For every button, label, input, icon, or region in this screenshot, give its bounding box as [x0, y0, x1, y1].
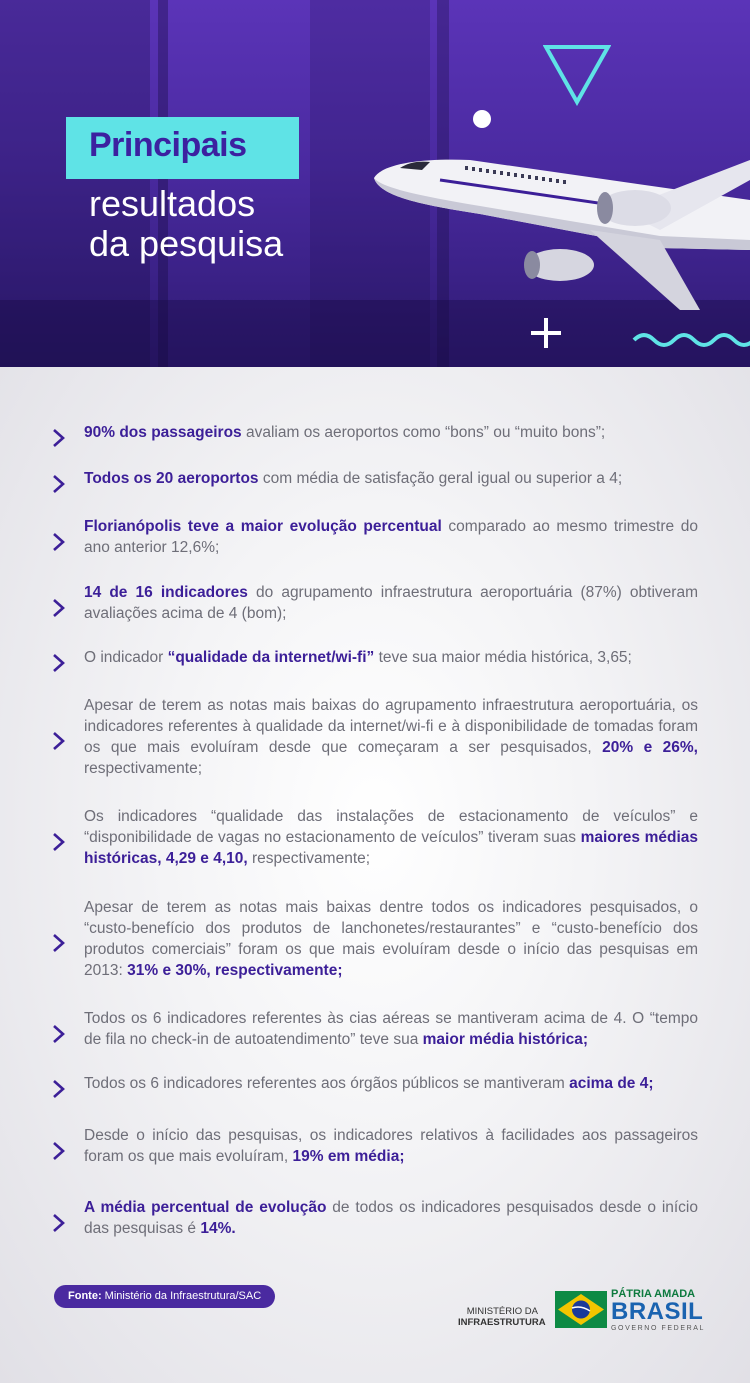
subtitle-line: da pesquisa	[89, 223, 284, 264]
list-item-text: 14 de 16 indicadores do agrupamento infraestrutura aeroportuária (87%) obtiveram avaliações acima de 4 (bom);	[84, 584, 698, 622]
source-label: Fonte:	[68, 1290, 102, 1302]
chevron-right-icon	[52, 474, 66, 494]
list-item-text: 90% dos passageiros avaliam os aeroportos como “bons” ou “muito bons”;	[84, 424, 606, 441]
ministerio-line: INFRAESTRUTURA	[458, 1317, 546, 1328]
list-item-text: Todos os 6 indicadores referentes aos órgãos públicos se mantiveram acima de 4;	[84, 1075, 654, 1092]
subtitle-line: resultados	[89, 183, 256, 224]
list-item-text: A média percentual de evolução de todos os indicadores pesquisados desde o início das pesquisas é 14%.	[84, 1199, 699, 1237]
list-item-text: Desde o início das pesquisas, os indicadores relativos à facilidades aos passageiros foram os que mais evoluíram, 19% em média;	[84, 1127, 698, 1165]
triangle-outline-icon	[543, 44, 611, 106]
chevron-right-icon	[52, 598, 66, 618]
chevron-right-icon	[52, 1079, 66, 1099]
chevron-right-icon	[52, 933, 66, 953]
brand-line: GOVERNO FEDERAL	[611, 1325, 706, 1332]
plus-icon	[529, 316, 563, 350]
source-badge	[54, 1285, 275, 1308]
chevron-right-icon	[52, 1024, 66, 1044]
list-item-text: Apesar de terem as notas mais baixas do agrupamento infraestrutura aeroportuária, os indicadores referentes à qualidade da internet/wi-fi e à disponibilidade de tomadas foram os que mais evoluíram desde que começaram a ser pesquisados, 20% e 26%, respectivamente;	[84, 697, 698, 777]
list-item-text: Florianópolis teve a maior evolução percentual comparado ao mesmo trimestre do ano anterior 12,6%;	[84, 518, 698, 556]
list-item-text: Todos os 6 indicadores referentes às cias aéreas se mantiveram acima de 4. O “tempo de fila no check-in de autoatendimento” teve sua maior média histórica;	[84, 1010, 698, 1048]
list-item-text: Todos os 20 aeroportos com média de satisfação geral igual ou superior a 4;	[84, 470, 623, 487]
patria-amada-brasil-logo	[611, 1288, 705, 1333]
page-title: Principais	[89, 126, 247, 164]
brand-line: BRASIL	[611, 1298, 704, 1325]
chevron-right-icon	[52, 653, 66, 673]
list-item-text: Os indicadores “qualidade das instalações de estacionamento de veículos” e “disponibilidade de vagas no estacionamento de veículos” tiveram suas maiores médias históricas, 4,29 e 4,10, respectivamente;	[84, 808, 698, 867]
ministerio-logo	[458, 1306, 546, 1328]
ministerio-line: MINISTÉRIO DA	[466, 1306, 538, 1317]
chevron-right-icon	[52, 1213, 66, 1233]
dot-icon	[473, 110, 491, 128]
airplane-illustration	[360, 140, 750, 315]
chevron-right-icon	[52, 832, 66, 852]
list-item-text: O indicador “qualidade da internet/wi-fi” teve sua maior média histórica, 3,65;	[84, 649, 632, 666]
source-value: Ministério da Infraestrutura/SAC	[101, 1290, 262, 1302]
brazil-flag-icon	[555, 1291, 607, 1328]
chevron-right-icon	[52, 532, 66, 552]
brand-line: PÁTRIA AMADA	[611, 1288, 696, 1300]
wave-icon	[632, 330, 750, 350]
page-subtitle	[89, 184, 283, 264]
chevron-right-icon	[52, 1141, 66, 1161]
chevron-right-icon	[52, 428, 66, 448]
list-item-text: Apesar de terem as notas mais baixas dentre todos os indicadores pesquisados, o “custo-benefício dos produtos de lanchonetes/restaurantes” e “custo-benefício dos produtos comerciais” foram os que mais evoluíram desde o início das pesquisas em 2013: 31% e 30%, respectivamente;	[84, 899, 698, 979]
chevron-right-icon	[52, 731, 66, 751]
header-banner	[0, 0, 750, 367]
